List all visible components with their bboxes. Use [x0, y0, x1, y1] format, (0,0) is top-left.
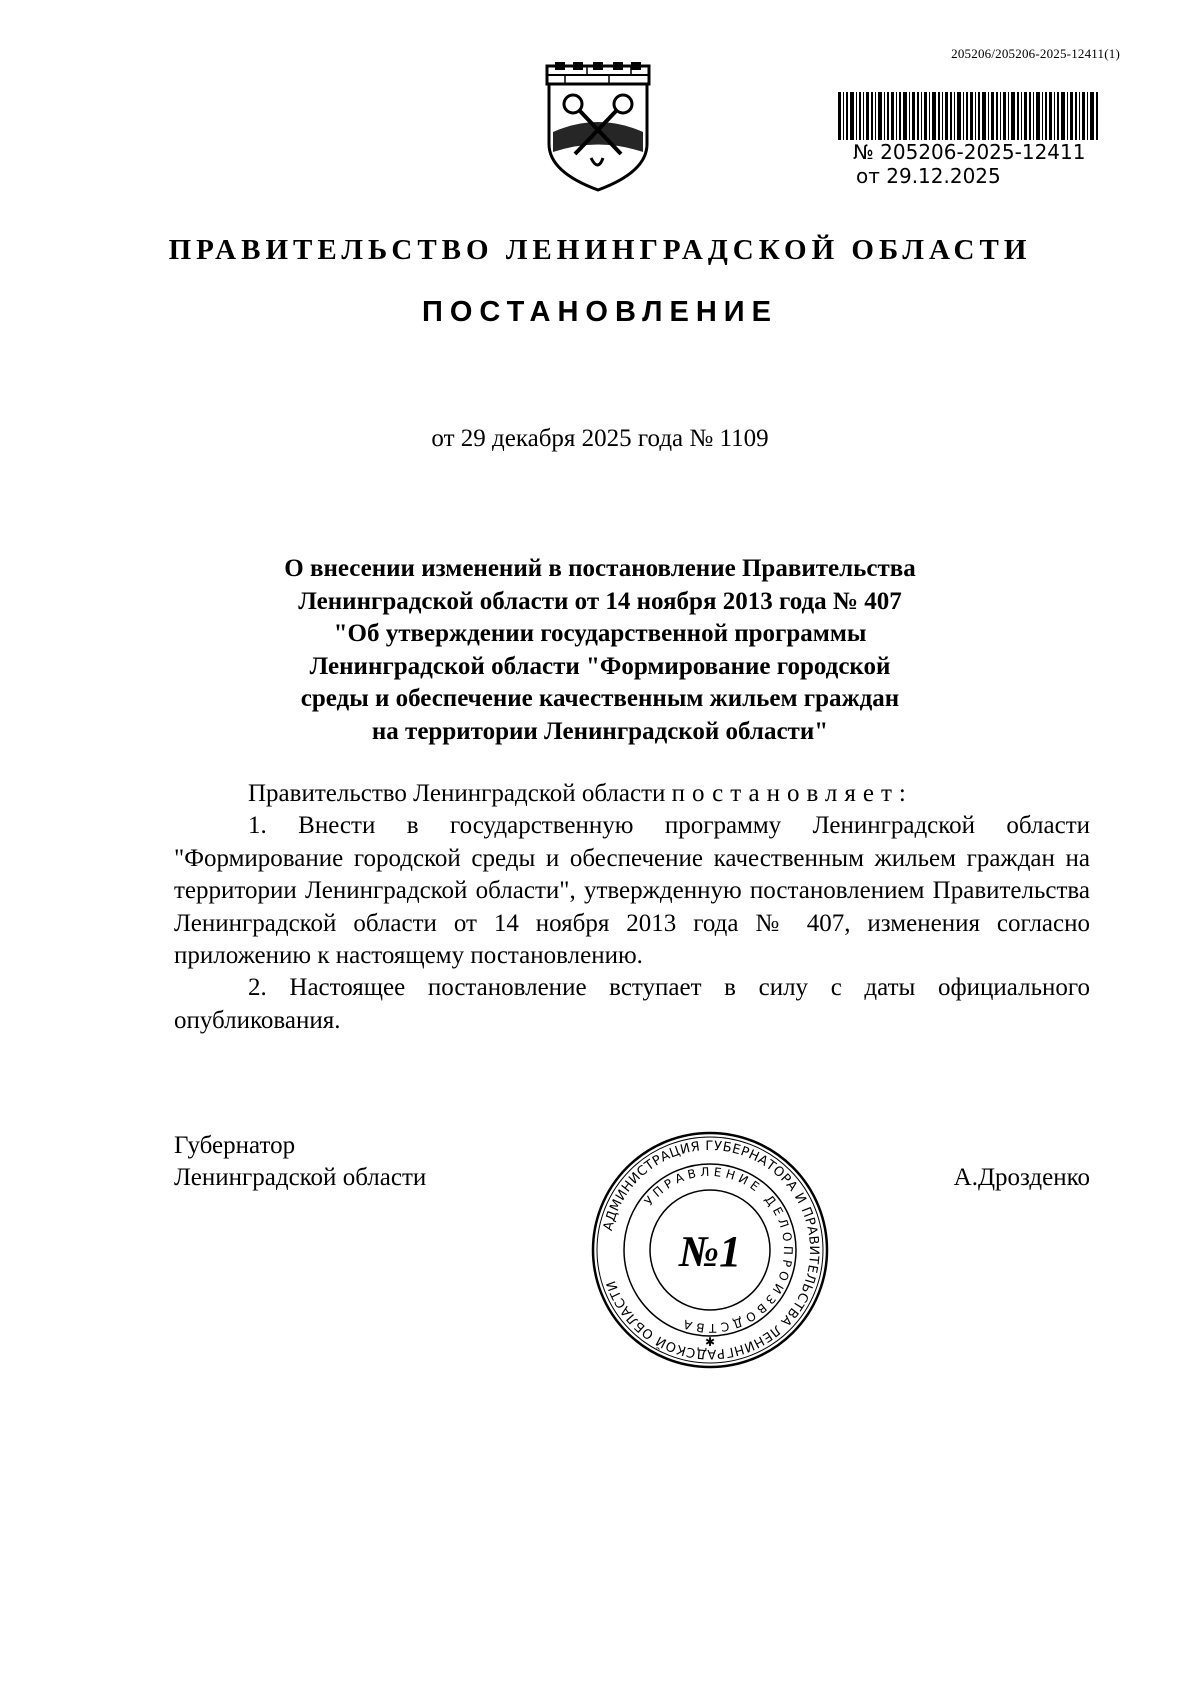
barcode-icon	[838, 92, 1100, 140]
preamble-verb: постановляет:	[671, 780, 913, 807]
item-paragraph-2: 2. Настоящее постановление вступает в силу с даты официального опубликования.	[174, 974, 1090, 1034]
preamble-paragraph	[174, 778, 1090, 810]
document-body	[174, 778, 1090, 1037]
document-type-title: ПОСТАНОВЛЕНИЕ	[422, 296, 778, 328]
official-seal-stamp-icon	[590, 1130, 830, 1370]
svg-text:УПРАВЛЕНИЕ ДЕЛОПРОИЗВОДСТВА: УПРАВЛЕНИЕ ДЕЛОПРОИЗВОДСТВА	[641, 1164, 796, 1336]
preamble-subject: Правительство Ленинградской области	[248, 780, 666, 807]
svg-text:✱: ✱	[704, 1335, 716, 1349]
heading-line: среды и обеспечение качественным жильем граждан	[300, 685, 900, 712]
signatory-name: А.Дрозденко	[953, 1164, 1090, 1191]
heading-line: Ленинградской области от 14 ноября 2013 года № 407	[298, 587, 902, 615]
heading-line: "Об утверждении государственной программы	[333, 620, 867, 647]
signatory-position-line: Губернатор	[174, 1132, 296, 1159]
registration-date: от 29.12.2025	[856, 164, 1001, 188]
heading-line: на территории Ленинградской области"	[371, 717, 829, 745]
heading-line: О внесении изменений в постановление Правительства	[284, 555, 916, 582]
government-title: ПРАВИТЕЛЬСТВО ЛЕНИНГРАДСКОЙ ОБЛАСТИ	[168, 234, 1032, 266]
document-heading	[240, 553, 960, 748]
heading-line: Ленинградской области "Формирование городской	[309, 652, 891, 680]
coat-of-arms-icon	[543, 62, 653, 194]
document-reference-number: 205206/205206-2025-12411(1)	[951, 46, 1120, 61]
svg-text:АДМИНИСТРАЦИЯ ГУБЕРНАТОРА И ПР: АДМИНИСТРАЦИЯ ГУБЕРНАТОРА И ПРАВИТЕЛЬСТВА ЛЕНИНГРАДСКОЙ ОБЛАСТИ	[600, 1138, 822, 1362]
registration-number: № 205206-2025-12411	[853, 140, 1086, 164]
svg-text:№1: №1	[678, 1227, 742, 1276]
signatory-position-line: Ленинградской области	[174, 1164, 427, 1191]
item-paragraph-1: 1. Внести в государственную программу Ленинградской области "Формирование городской среды и обеспечение качественным жильем граждан на территории Ленинградской области", утвержденную постановлением Правительства Ленинградской области от 14 ноября 2013 года № 407, изменения согласно приложению к настоящему постановлению.	[174, 812, 1090, 970]
signatory-position	[174, 1130, 426, 1194]
document-date-line: от 29 декабря 2025 года № 1109	[431, 425, 769, 452]
